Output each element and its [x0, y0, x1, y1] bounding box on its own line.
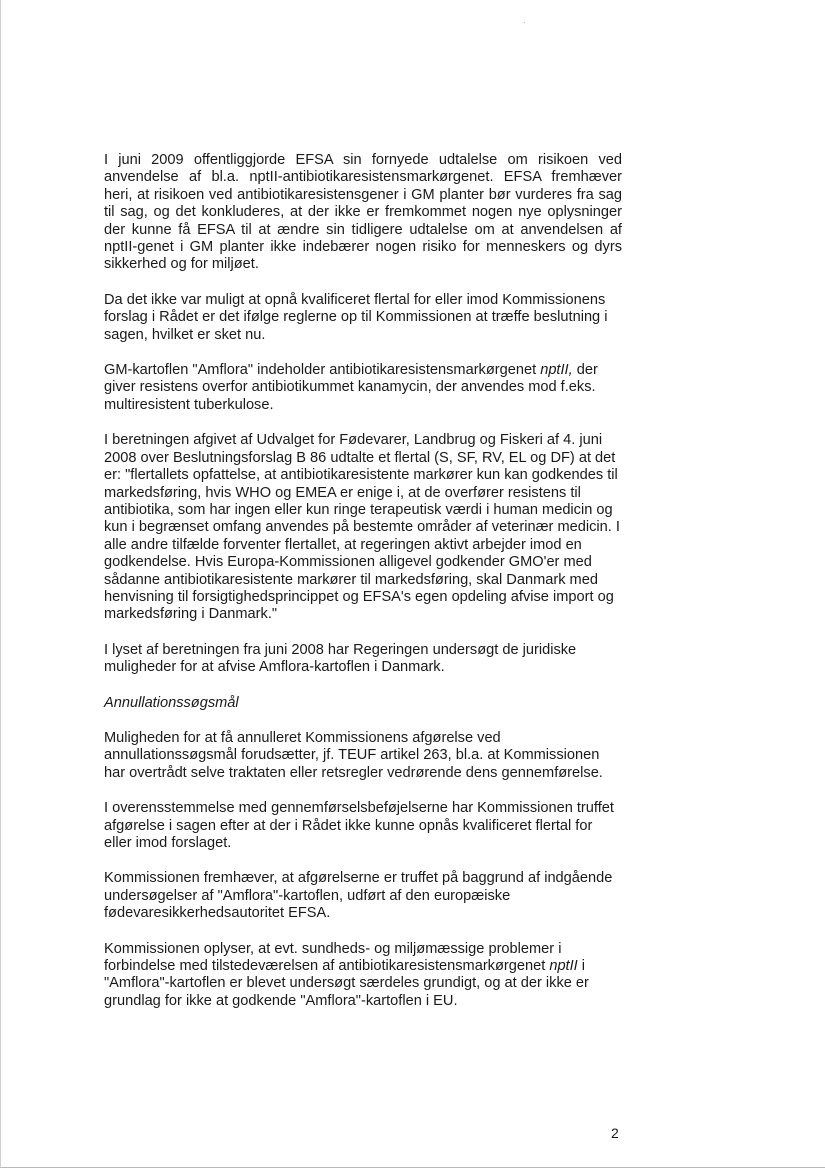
page-number: 2 — [611, 1125, 619, 1141]
gene-name-italic: nptII, — [540, 362, 573, 379]
paragraph-legal-options: I lyset af beretningen fra juni 2008 har Regeringen undersøgt de juridiske muligheder for at afvise Amflora-kartoflen i Danmark. — [104, 641, 577, 676]
document-body — [104, 152, 622, 1028]
paragraph-health-environment — [104, 941, 622, 1011]
gene-name-italic: nptII — [549, 958, 578, 975]
paragraph-text: GM-kartoflen "Amflora" indeholder antibiotikaresistensmarkørgenet — [104, 362, 541, 379]
paragraph-annulment: Muligheden for at få annulleret Kommissionens afgørelse ved annullationssøgsmål forudsætter, jf. TEUF artikel 263, bl.a. at Kommissionen har overtrådt selve traktaten eller retsregler vedrørende dens gennemførelse. — [104, 729, 603, 781]
scan-speck — [524, 22, 525, 23]
paragraph-amflora-nptii — [104, 362, 622, 414]
paragraph-implementing-powers: I overensstemmelse med gennemførselsbeføjelserne har Kommissionen truffet afgørelse i sagen efter at der i Rådet ikke kunne opnås kvalificeret flertal for eller imod forslaget. — [104, 800, 614, 851]
section-heading: Annullationssøgsmål — [104, 694, 239, 711]
paragraph-committee-report: I beretningen afgivet af Udvalget for Fødevarer, Landbrug og Fiskeri af 4. juni 2008 over Beslutningsforslag B 86 udtalte et flertal (S, SF, RV, EL og DF) at det er: "flertallets opfattelse, at antibiotikaresistente markører kun kan godkendes til markedsføring, hvis WHO og EMEA er enige i, at de overfører resistens til antibiotika, som har ingen eller kun ringe terapeutisk værdi i human medicin og kun i begrænset omfang anvendes på bestemte områder af veterinær medicin. I alle andre tilfælde forventer flertallet, at regeringen aktivt arbejder imod en godkendelse. Hvis Europa-Kommissionen alligevel godkender GMO'er med sådanne antibiotikaresistente markører til markedsføring, skal Danmark med henvisning til forsigtighedsprincippet og EFSA's egen opdeling afvise import og markedsføring i Danmark." — [104, 432, 620, 623]
paragraph-text: der giver resistens overfor antibiotikummet kanamycin, der anvendes mod f.eks. multiresistent tuberkulose. — [104, 362, 598, 413]
paragraph-efsa-studies: Kommissionen fremhæver, at afgørelserne er truffet på baggrund af indgående undersøgelser af "Amflora"-kartoflen, udført af den europæiske fødevaresikkerhedsautoritet EFSA. — [104, 870, 613, 922]
paragraph-efsa-2009: I juni 2009 offentliggjorde EFSA sin fornyede udtalelse om risikoen ved anvendelse af bl.a. nptII-antibiotikaresistensmarkørgenet. EFSA fremhæver heri, at risikoen ved antibiotikaresistensgener i GM planter bør vurderes fra sag til sag, og det konkluderes, at der ikke er fremkommet nogen nye oplysninger der kunne få EFSA til at ændre sin tidligere udtalelse om at anvendelsen af nptII-genet i GM planter ikke indebærer nogen risiko for menneskers og dyrs sikkerhed og for miljøet. — [104, 152, 622, 273]
paragraph-text: Kommissionen oplyser, at evt. sundheds- og miljømæssige problemer i forbindelse med tilstedeværelsen af antibiotikaresistensmarkørgenet — [104, 940, 562, 975]
paragraph-text: i "Amflora"-kartoflen er blevet undersøgt særdeles grundigt, og at der ikke er grundlag for ikke at godkende "Amflora"-kartoflen i EU. — [104, 958, 589, 1009]
paragraph-council-vote: Da det ikke var muligt at opnå kvalificeret flertal for eller imod Kommissionens forslag i Rådet er det ifølge reglerne op til Kommissionen at træffe beslutning i sagen, hvilket er sket nu. — [104, 291, 608, 343]
